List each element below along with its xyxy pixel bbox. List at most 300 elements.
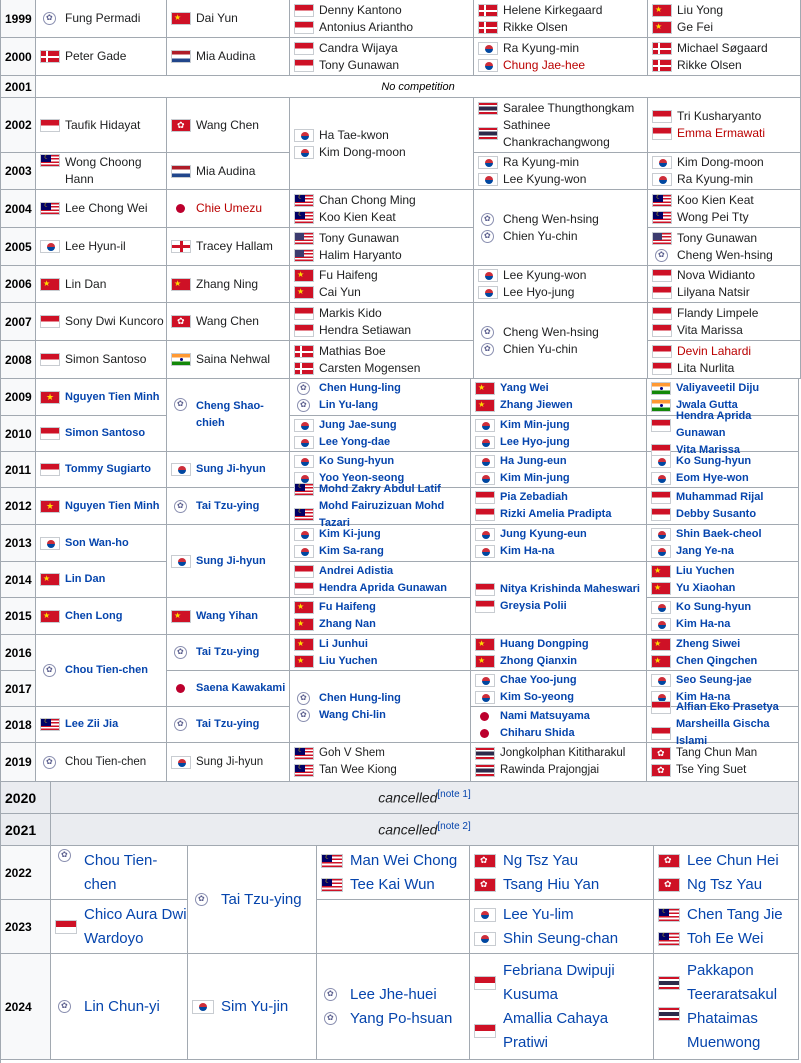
player-name-link[interactable]: Chie Umezu: [196, 201, 263, 215]
player-name-link[interactable]: Valiyaveetil Diju: [676, 382, 760, 394]
player-entry[interactable]: [471, 762, 646, 779]
player-entry[interactable]: [647, 616, 798, 633]
player-entry[interactable]: [36, 662, 166, 679]
player-entry[interactable]: [167, 351, 289, 368]
player-name-link[interactable]: Nova Widianto: [677, 268, 756, 282]
player-name-link[interactable]: Toh Ee Wei: [687, 929, 764, 947]
player-name-link[interactable]: Febriana Dwipuji Kusuma: [503, 961, 615, 1003]
player-name-link[interactable]: Lee Yu-lim: [503, 905, 574, 923]
player-name-link[interactable]: Chien Yu-chin: [503, 228, 578, 243]
player-entry[interactable]: [470, 959, 653, 1007]
year-cell[interactable]: 2021: [1, 814, 51, 846]
player-name-link[interactable]: Lee Kyung-won: [503, 268, 587, 282]
year-cell[interactable]: 2024: [1, 954, 51, 1060]
player-name-link[interactable]: Simon Santoso: [65, 352, 147, 366]
player-name-link[interactable]: Fu Haifeng: [319, 268, 378, 282]
player-entry[interactable]: [471, 470, 646, 487]
player-entry[interactable]: [290, 434, 470, 451]
player-entry[interactable]: [290, 690, 470, 707]
player-name-link[interactable]: Lee Hyun-il: [65, 239, 126, 253]
player-name-link[interactable]: Andrei Adistia: [319, 564, 394, 577]
player-name-link[interactable]: Kim Ha-na: [500, 545, 555, 557]
player-entry[interactable]: [470, 903, 653, 927]
player-entry[interactable]: [290, 653, 470, 670]
player-name-link[interactable]: Yang Po-hsuan: [350, 1009, 453, 1027]
player-name-link[interactable]: Chae Yoo-jung: [500, 673, 577, 686]
player-name-link[interactable]: Sung Ji-hyun: [196, 755, 264, 768]
player-entry[interactable]: [167, 10, 289, 27]
player-name-link[interactable]: Wang Chi-lin: [319, 708, 386, 721]
player-entry[interactable]: [471, 636, 646, 653]
player-entry[interactable]: [317, 983, 469, 1007]
player-name-link[interactable]: Chiharu Shida: [500, 726, 575, 739]
player-name-link[interactable]: Emma Ermawati: [677, 126, 766, 140]
player-entry[interactable]: [471, 526, 646, 543]
player-entry[interactable]: [290, 192, 473, 209]
player-name-link[interactable]: Yu Xiaohan: [676, 581, 736, 594]
player-name-link[interactable]: Kim Ki-jung: [319, 528, 381, 540]
player-name-link[interactable]: Sung Ji-hyun: [196, 463, 266, 475]
player-entry[interactable]: [471, 453, 646, 470]
player-name-link[interactable]: Carsten Mogensen: [319, 360, 421, 375]
player-entry[interactable]: [167, 276, 289, 293]
player-entry[interactable]: [654, 873, 798, 897]
player-entry[interactable]: [290, 745, 470, 762]
player-entry[interactable]: [290, 417, 470, 434]
player-name-link[interactable]: Tse Ying Suet: [676, 764, 747, 776]
player-name-link[interactable]: Pakkapon Teeraratsakul: [687, 961, 778, 1003]
player-entry[interactable]: [290, 305, 473, 322]
player-name-link[interactable]: Shin Baek-cheol: [676, 528, 762, 540]
year-cell[interactable]: 2011: [1, 452, 36, 488]
player-name-link[interactable]: Zhang Ning: [196, 276, 259, 291]
player-entry[interactable]: [290, 267, 473, 284]
player-name-link[interactable]: Lee Hyo-jung: [503, 285, 575, 299]
player-entry[interactable]: [647, 699, 798, 716]
player-name-link[interactable]: Hendra Aprida Gunawan: [319, 581, 447, 594]
player-name-link[interactable]: Flandy Limpele: [677, 305, 759, 320]
player-entry[interactable]: [471, 672, 646, 689]
player-entry[interactable]: [317, 873, 469, 897]
player-name-link[interactable]: Tai Tzu-ying: [196, 646, 260, 658]
player-name-link[interactable]: Lin Dan: [65, 276, 107, 291]
player-name-link[interactable]: Zheng Siwei: [676, 637, 741, 650]
player-name-link[interactable]: Mohd Zakry Abdul Latif: [319, 482, 441, 495]
player-entry[interactable]: [474, 211, 647, 228]
player-name-link[interactable]: Koo Kien Keat: [677, 192, 754, 207]
player-entry[interactable]: [648, 2, 800, 19]
player-name-link[interactable]: Greysia Polii: [500, 600, 567, 612]
player-entry[interactable]: [290, 360, 473, 377]
player-name-link[interactable]: Cheng Wen-hsing: [677, 247, 773, 262]
year-cell[interactable]: 2022: [1, 846, 51, 900]
player-entry[interactable]: [317, 849, 469, 873]
player-entry[interactable]: [654, 903, 798, 927]
player-entry[interactable]: [290, 707, 470, 724]
player-entry[interactable]: [654, 959, 798, 1007]
player-name-link[interactable]: Pia Zebadiah: [500, 491, 568, 503]
player-entry[interactable]: [474, 57, 647, 74]
player-name-link[interactable]: Tony Gunawan: [319, 230, 400, 245]
player-name-link[interactable]: Chou Tien-chen: [84, 851, 158, 893]
player-entry[interactable]: [36, 351, 166, 368]
player-name-link[interactable]: Sung Ji-hyun: [196, 554, 266, 567]
player-name-link[interactable]: Marsheilla Gischa Islami: [676, 718, 770, 747]
year-cell[interactable]: 2023: [1, 900, 51, 954]
player-entry[interactable]: [36, 313, 166, 330]
player-name-link[interactable]: Cheng Wen-hsing: [503, 324, 599, 339]
player-entry[interactable]: [474, 40, 647, 57]
player-entry[interactable]: [290, 636, 470, 653]
player-name-link[interactable]: Jung Jae-sung: [319, 418, 397, 431]
player-entry[interactable]: [474, 154, 647, 171]
player-name-link[interactable]: Lin Yu-lang: [319, 399, 379, 411]
player-name-link[interactable]: Jwala Gutta: [676, 399, 738, 411]
player-entry[interactable]: [36, 200, 166, 217]
player-name-link[interactable]: Nitya Krishinda Maheswari: [500, 583, 640, 595]
year-cell[interactable]: 2015: [1, 598, 36, 635]
player-entry[interactable]: [470, 927, 653, 951]
player-name-link[interactable]: Lee Yong-dae: [319, 435, 391, 448]
player-entry[interactable]: [471, 725, 646, 742]
footnote-link[interactable]: [note 2]: [437, 821, 471, 833]
player-name-link[interactable]: Lee Zii Jia: [65, 718, 119, 730]
player-name-link[interactable]: Chou Tien-chen: [65, 755, 147, 768]
player-entry[interactable]: [167, 117, 289, 134]
player-entry[interactable]: [317, 1007, 469, 1031]
player-name-link[interactable]: Wang Chen: [196, 117, 259, 132]
player-entry[interactable]: [51, 995, 187, 1019]
player-entry[interactable]: [647, 599, 798, 616]
player-entry[interactable]: [36, 571, 166, 588]
player-name-link[interactable]: Tai Tzu-ying: [196, 499, 260, 512]
player-name-link[interactable]: Amallia Cahaya Pratiwi: [503, 1009, 609, 1051]
year-cell[interactable]: 2013: [1, 525, 36, 562]
player-entry[interactable]: [654, 1007, 798, 1055]
player-name-link[interactable]: Lee Hyo-jung: [500, 435, 570, 448]
player-name-link[interactable]: Fung Permadi: [65, 11, 141, 25]
player-name-link[interactable]: Ko Sung-hyun: [319, 454, 395, 467]
player-entry[interactable]: [474, 324, 647, 341]
player-name-link[interactable]: Taufik Hidayat: [65, 117, 141, 132]
player-name-link[interactable]: Chen Long: [65, 609, 123, 622]
player-entry[interactable]: [290, 2, 473, 19]
player-name-link[interactable]: Saena Kawakami: [196, 682, 286, 694]
player-name-link[interactable]: Tai Tzu-ying: [196, 718, 260, 730]
player-name-link[interactable]: Lin Dan: [65, 573, 106, 585]
player-name-link[interactable]: Liu Yuchen: [319, 654, 378, 667]
year-cell[interactable]: 2019: [1, 743, 36, 782]
player-name-link[interactable]: Phataimas Muenwong: [687, 1009, 761, 1051]
player-entry[interactable]: [167, 398, 289, 432]
player-entry[interactable]: [290, 284, 473, 301]
player-name-link[interactable]: Rawinda Prajongjai: [500, 764, 600, 776]
player-entry[interactable]: [648, 192, 800, 209]
player-entry[interactable]: [648, 19, 800, 36]
player-name-link[interactable]: Lee Kyung-won: [503, 172, 587, 186]
player-name-link[interactable]: Alfian Eko Prasetya: [676, 701, 779, 713]
player-name-link[interactable]: Helene Kirkegaard: [503, 2, 603, 17]
player-name-link[interactable]: Lin Chun-yi: [84, 997, 160, 1015]
player-entry[interactable]: [647, 408, 798, 442]
player-entry[interactable]: [470, 1007, 653, 1055]
player-entry[interactable]: [648, 40, 800, 57]
year-cell[interactable]: 2017: [1, 671, 36, 707]
player-entry[interactable]: [648, 230, 800, 247]
player-name-link[interactable]: Lee Chong Wei: [65, 201, 148, 215]
player-name-link[interactable]: Shin Seung-chan: [503, 929, 619, 947]
player-name-link[interactable]: Rizki Amelia Pradipta: [500, 508, 612, 520]
player-name-link[interactable]: Tommy Sugiarto: [65, 463, 151, 475]
player-name-link[interactable]: Wong Pei Tty: [677, 209, 749, 224]
player-name-link[interactable]: Wang Yihan: [196, 609, 258, 622]
player-entry[interactable]: [471, 708, 646, 725]
player-name-link[interactable]: Zhong Qianxin: [500, 654, 577, 667]
player-entry[interactable]: [648, 267, 800, 284]
player-entry[interactable]: [647, 453, 798, 470]
player-entry[interactable]: [474, 284, 647, 301]
player-entry[interactable]: [648, 360, 800, 377]
player-name-link[interactable]: Denny Kantono: [319, 2, 402, 17]
player-name-link[interactable]: Lee Chun Hei: [687, 851, 779, 869]
player-name-link[interactable]: Chan Chong Ming: [319, 192, 416, 207]
player-entry[interactable]: [36, 716, 166, 733]
player-entry[interactable]: [290, 543, 470, 560]
player-name-link[interactable]: Liu Yong: [677, 2, 724, 17]
player-entry[interactable]: [167, 313, 289, 330]
player-name-link[interactable]: Tony Gunawan: [677, 230, 758, 245]
player-entry[interactable]: [471, 506, 646, 523]
player-entry[interactable]: [167, 48, 289, 65]
player-name-link[interactable]: Chen Qingchen: [676, 654, 758, 667]
player-name-link[interactable]: Son Wan-ho: [65, 536, 129, 549]
player-entry[interactable]: [290, 380, 470, 397]
player-entry[interactable]: [471, 598, 646, 615]
player-entry[interactable]: [290, 599, 470, 616]
player-name-link[interactable]: Jung Kyung-eun: [500, 528, 587, 540]
player-entry[interactable]: [36, 608, 166, 625]
player-name-link[interactable]: Ha Tae-kwon: [319, 127, 389, 142]
player-entry[interactable]: [51, 903, 187, 951]
player-name-link[interactable]: Vita Marissa: [676, 444, 741, 456]
player-entry[interactable]: [471, 581, 646, 598]
player-entry[interactable]: [648, 247, 800, 264]
player-name-link[interactable]: Kim Ha-na: [676, 618, 731, 630]
player-name-link[interactable]: Ra Kyung-min: [503, 155, 580, 169]
player-name-link[interactable]: Devin Lahardi: [677, 343, 752, 358]
player-entry[interactable]: [654, 927, 798, 951]
player-entry[interactable]: [471, 417, 646, 434]
player-name-link[interactable]: Lee Jhe-huei: [350, 985, 437, 1003]
player-name-link[interactable]: Debby Susanto: [676, 508, 757, 520]
player-entry[interactable]: [471, 489, 646, 506]
player-entry[interactable]: [167, 608, 289, 625]
player-name-link[interactable]: Saralee Thungthongkam: [503, 100, 635, 115]
player-name-link[interactable]: Hendra Setiawan: [319, 322, 412, 337]
player-entry[interactable]: [290, 616, 470, 633]
player-entry[interactable]: [647, 506, 798, 523]
player-entry[interactable]: [647, 580, 798, 597]
player-entry[interactable]: [167, 716, 289, 733]
player-name-link[interactable]: Candra Wijaya: [319, 40, 398, 55]
player-entry[interactable]: [648, 57, 800, 74]
player-name-link[interactable]: Tony Gunawan: [319, 57, 400, 72]
player-name-link[interactable]: Yang Wei: [500, 382, 549, 394]
player-name-link[interactable]: Rikke Olsen: [503, 19, 568, 34]
player-entry[interactable]: [647, 636, 798, 653]
player-entry[interactable]: [290, 481, 470, 498]
player-entry[interactable]: [654, 849, 798, 873]
player-name-link[interactable]: Cheng Wen-hsing: [503, 211, 599, 226]
player-name-link[interactable]: Jongkolphan Kititharakul: [500, 747, 626, 759]
player-name-link[interactable]: Kim Min-jung: [500, 471, 570, 484]
player-entry[interactable]: [290, 57, 473, 74]
player-name-link[interactable]: Jang Ye-na: [676, 545, 734, 557]
player-name-link[interactable]: Dai Yun: [196, 11, 238, 25]
player-entry[interactable]: [36, 535, 166, 552]
player-entry[interactable]: [471, 689, 646, 706]
player-name-link[interactable]: Liu Yuchen: [676, 564, 735, 577]
player-name-link[interactable]: Muhammad Rijal: [676, 491, 764, 503]
player-name-link[interactable]: Mia Audina: [196, 49, 256, 63]
player-name-link[interactable]: Sony Dwi Kuncoro: [65, 314, 164, 328]
player-name-link[interactable]: Mathias Boe: [319, 343, 386, 358]
player-name-link[interactable]: Nami Matsuyama: [500, 709, 590, 722]
year-cell[interactable]: 2020: [1, 782, 51, 814]
player-entry[interactable]: [167, 238, 289, 255]
player-entry[interactable]: [474, 341, 647, 358]
player-name-link[interactable]: Kim So-yeong: [500, 690, 574, 703]
player-entry[interactable]: [290, 397, 470, 414]
player-name-link[interactable]: Ko Sung-hyun: [676, 601, 752, 613]
year-cell[interactable]: 2016: [1, 635, 36, 671]
year-cell[interactable]: 2014: [1, 562, 36, 598]
player-name-link[interactable]: Rikke Olsen: [677, 57, 742, 72]
player-name-link[interactable]: Chou Tien-chen: [65, 664, 148, 676]
year-cell[interactable]: 2018: [1, 707, 36, 743]
player-entry[interactable]: [647, 762, 798, 779]
player-entry[interactable]: [474, 2, 647, 19]
player-entry[interactable]: [290, 40, 473, 57]
player-entry[interactable]: [648, 209, 800, 226]
player-name-link[interactable]: Chen Hung-ling: [319, 691, 401, 704]
player-name-link[interactable]: Michael Søgaard: [677, 40, 768, 55]
player-entry[interactable]: [167, 680, 289, 697]
player-entry[interactable]: [36, 154, 166, 188]
player-name-link[interactable]: Ge Fei: [677, 19, 714, 34]
player-entry[interactable]: [290, 144, 473, 161]
player-name-link[interactable]: Man Wei Chong: [350, 851, 458, 869]
player-name-link[interactable]: Tang Chun Man: [676, 747, 758, 759]
player-entry[interactable]: [290, 247, 473, 264]
player-name-link[interactable]: Tsang Hiu Yan: [503, 875, 600, 893]
player-entry[interactable]: [647, 543, 798, 560]
player-entry[interactable]: [647, 489, 798, 506]
player-entry[interactable]: [648, 171, 800, 188]
player-name-link[interactable]: Vita Marissa: [677, 322, 743, 337]
player-entry[interactable]: [36, 425, 166, 442]
player-entry[interactable]: [188, 888, 316, 912]
player-entry[interactable]: [474, 171, 647, 188]
player-entry[interactable]: [36, 117, 166, 134]
player-name-link[interactable]: Kim Dong-moon: [677, 155, 764, 169]
player-entry[interactable]: [290, 19, 473, 36]
player-name-link[interactable]: Chico Aura Dwi Wardoyo: [84, 905, 187, 947]
player-name-link[interactable]: Ra Kyung-min: [677, 172, 754, 186]
player-name-link[interactable]: Kim Sa-rang: [319, 545, 384, 557]
player-name-link[interactable]: Tri Kusharyanto: [677, 109, 762, 123]
player-name-link[interactable]: Cheng Shao-chieh: [196, 400, 264, 429]
player-name-link[interactable]: Chung Jae-hee: [503, 57, 586, 72]
player-name-link[interactable]: Mohd Fairuzizuan Mohd Tazari: [319, 499, 445, 529]
player-entry[interactable]: [647, 563, 798, 580]
player-entry[interactable]: [167, 754, 289, 771]
player-entry[interactable]: [647, 672, 798, 689]
player-name-link[interactable]: Tracey Hallam: [196, 239, 273, 253]
player-entry[interactable]: [471, 745, 646, 762]
player-entry[interactable]: [36, 238, 166, 255]
player-entry[interactable]: [648, 322, 800, 339]
player-entry[interactable]: [167, 461, 289, 478]
player-name-link[interactable]: Fu Haifeng: [319, 601, 376, 613]
player-entry[interactable]: [471, 397, 646, 414]
player-entry[interactable]: [647, 470, 798, 487]
player-name-link[interactable]: Koo Kien Keat: [319, 209, 396, 224]
player-entry[interactable]: [36, 461, 166, 478]
player-entry[interactable]: [290, 453, 470, 470]
player-entry[interactable]: [474, 19, 647, 36]
player-name-link[interactable]: Lita Nurlita: [677, 360, 735, 375]
player-entry[interactable]: [290, 762, 470, 779]
player-name-link[interactable]: Simon Santoso: [65, 427, 146, 439]
player-name-link[interactable]: Nguyen Tien Minh: [65, 499, 160, 512]
player-name-link[interactable]: Chen Hung-ling: [319, 382, 401, 394]
player-name-link[interactable]: Zhang Nan: [319, 618, 376, 630]
player-entry[interactable]: [647, 380, 798, 397]
player-entry[interactable]: [470, 849, 653, 873]
player-entry[interactable]: [51, 849, 187, 897]
player-name-link[interactable]: Cai Yun: [319, 285, 361, 299]
player-entry[interactable]: [167, 200, 289, 217]
player-name-link[interactable]: Li Junhui: [319, 637, 368, 650]
player-name-link[interactable]: Goh V Shem: [319, 747, 385, 759]
player-name-link[interactable]: Kim Min-jung: [500, 418, 570, 431]
player-name-link[interactable]: Peter Gade: [65, 49, 127, 63]
player-entry[interactable]: [647, 653, 798, 670]
player-name-link[interactable]: Tai Tzu-ying: [221, 890, 302, 908]
player-name-link[interactable]: Antonius Ariantho: [319, 19, 414, 34]
player-name-link[interactable]: Sathinee Chankrachangwong: [503, 117, 610, 149]
player-entry[interactable]: [648, 284, 800, 301]
player-entry[interactable]: [470, 873, 653, 897]
player-entry[interactable]: [471, 543, 646, 560]
player-name-link[interactable]: Nguyen Tien Minh: [65, 390, 160, 403]
player-entry[interactable]: [290, 127, 473, 144]
player-name-link[interactable]: Wong Choong Hann: [65, 155, 142, 186]
player-entry[interactable]: [474, 228, 647, 245]
player-entry[interactable]: [167, 553, 289, 570]
player-entry[interactable]: [290, 526, 470, 543]
player-name-link[interactable]: Mia Audina: [196, 163, 256, 178]
player-entry[interactable]: [290, 209, 473, 226]
player-entry[interactable]: [290, 343, 473, 360]
player-name-link[interactable]: Eom Hye-won: [676, 471, 749, 484]
player-entry[interactable]: [474, 100, 647, 117]
player-name-link[interactable]: Ng Tsz Yau: [503, 851, 579, 869]
player-entry[interactable]: [36, 48, 166, 65]
player-name-link[interactable]: Ng Tsz Yau: [687, 875, 763, 893]
player-entry[interactable]: [36, 10, 166, 27]
